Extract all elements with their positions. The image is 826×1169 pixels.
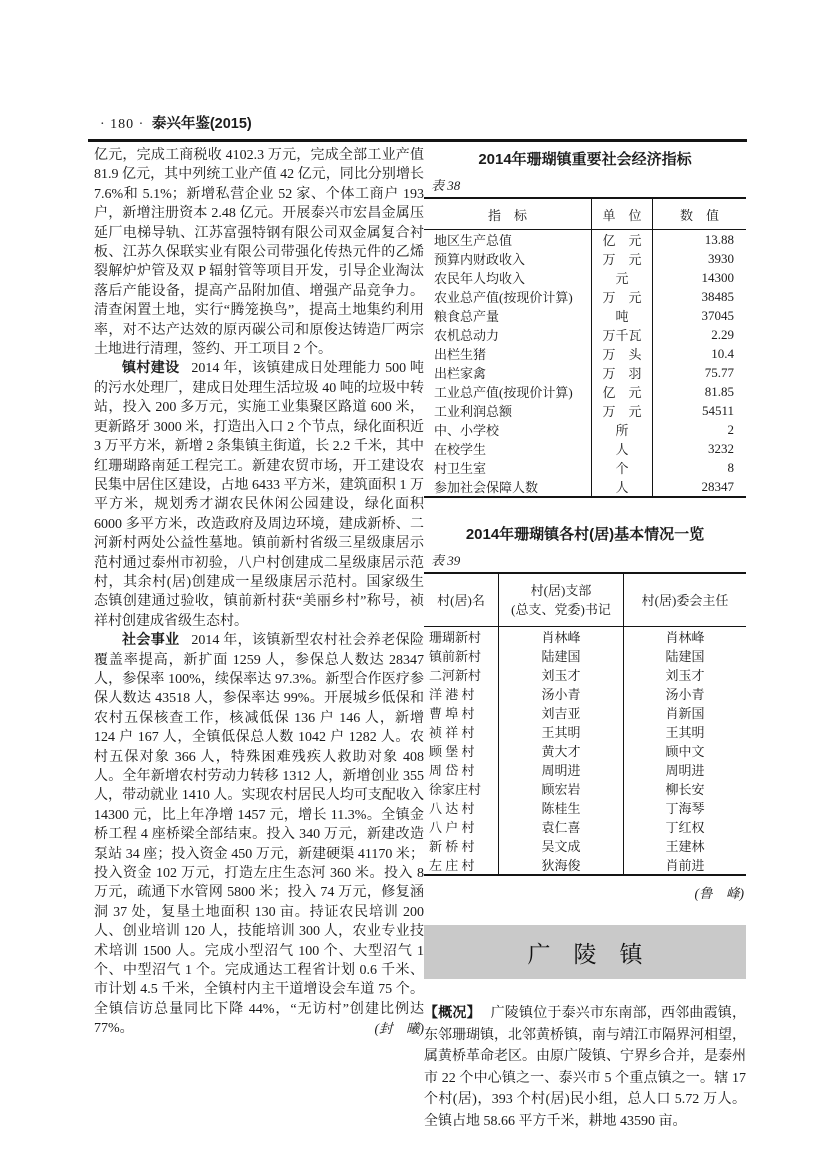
table-cell: 汤小青: [499, 684, 624, 703]
table-cell: 万 羽: [592, 363, 653, 382]
table-row: [424, 741, 746, 760]
table-row: [424, 477, 746, 497]
table-row: [424, 458, 746, 477]
table-cell: 刘玉才: [499, 665, 624, 684]
table-cell: 3930: [708, 250, 734, 266]
paragraph-text: 广陵镇位于泰兴市东南部，西邻曲霞镇，东邻珊瑚镇，北邻黄桥镇，南与靖江市隔界河相望，属黄桥革命老区。由原广陵镇、宁界乡合并，是泰州市 22 个中心镇之一、泰兴市 5 个重点镇之一。辖 17 个村(居)，393 个村(居)民小组，总人口 5.72 万人。全镇占地 58.66 平方千米，耕地 43590 亩。: [424, 1006, 747, 1129]
left-column: [94, 146, 424, 1039]
table-cell: 周明进: [665, 763, 705, 778]
table-cell: 王其明: [499, 722, 624, 741]
paragraph-lead: 镇村建设: [122, 361, 180, 377]
right-column: [424, 146, 746, 1133]
table-cell: 汤小青: [665, 687, 705, 702]
table-row: [424, 268, 746, 287]
table-cell: 14300: [701, 269, 734, 285]
page-number: · 180 ·: [100, 117, 145, 132]
table-cell: 吨: [592, 306, 653, 325]
table-cell: 3232: [708, 440, 734, 456]
column-header-party-secretary: [499, 573, 624, 627]
table-body: [424, 230, 746, 498]
table-header-row: [424, 198, 746, 230]
table-cell: 出栏生猪: [424, 344, 592, 363]
table-cell: 黄大才: [499, 741, 624, 760]
table-row: [424, 665, 746, 684]
table-cell: 镇前新村: [424, 646, 499, 665]
header-line1: 村(居)支部: [530, 583, 592, 598]
table-row: [424, 344, 746, 363]
table-row: [424, 230, 746, 250]
author-signature: (封 曦): [374, 1021, 424, 1037]
table-cell: 祯 祥 村: [424, 722, 499, 741]
table-cell: 八 户 村: [424, 817, 499, 836]
table-cell: 2: [727, 421, 734, 437]
table-cell: 陆建国: [499, 646, 624, 665]
table-row: [424, 722, 746, 741]
table-cell: 亿 元: [592, 382, 653, 401]
table-cell: 肖前进: [665, 858, 705, 873]
table-cell: 81.85: [704, 383, 734, 399]
table-cell: 人: [592, 439, 653, 458]
table-cell: 狄海俊: [499, 855, 624, 875]
table-row: [424, 760, 746, 779]
table-header: [424, 198, 746, 230]
paragraph-text: 2014 年，该镇建成日处理能力 500 吨的污水处理厂，建成日处理生活垃圾 40 吨的垃圾中转站，投入 200 多万元，实施工业集聚区路道 600 米，更新路牙 3000 米，打造出入口 2 个节点，绿化面积近 3 万平方米，新增 2 条集镇主街道，长 2.2 千米，其中红珊瑚路南延工程完工。新建农贸市场，开工建设农民集中居住区建设，占地 6433 平方米，建筑面积 1 万平方米，规划秀才湖农民休闲公园建设，绿化面积 6000 多平方米，改造政府及周边环境，建成新桥、二河新村两处公益性墓地。镇前新村省级三星级康居示范村通过泰州市初验，八户村创建成二星级康居示范村，其余村(居)创建成一星级康居示范村。国家级生态镇创建通过验收，镇前新村获“美丽乡村”称号，祯祥村创建成省级生态村。: [94, 361, 424, 629]
column-header-value: 数 值: [653, 198, 747, 230]
table-cell: 丁海琴: [665, 801, 705, 816]
paragraph-lead: 社会事业: [122, 633, 180, 649]
table-row: [424, 646, 746, 665]
table-row: [424, 684, 746, 703]
table-row: [424, 817, 746, 836]
column-header-committee-director: 村(居)委会主任: [624, 573, 747, 627]
table-row: [424, 779, 746, 798]
table38-title: 2014年珊瑚镇重要社会经济指标: [478, 151, 692, 168]
table-cell: 万 元: [592, 401, 653, 420]
table-cell: 珊瑚新村: [424, 627, 499, 647]
paragraph-text: 亿元，完成工商税收 4102.3 万元，完成全部工业产值 81.9 亿元，其中列统工业产值 42 亿元，同比分别增长 7.6%和 5.1%；新增私营企业 52 家、个体工商户 193 户，新增注册资本 2.48 亿元。开展泰兴市宏昌金属压延厂电梯导轨、江苏富强特钢有限公司双金属复合衬板、江苏久保联实业有限公司带强化传热元件的乙烯裂解炉炉管及双 P 辐射管等项目开发，引导企业淘汰落后产能设备，提高产品附加值、增强产品竞争力。清查闲置土地，实行“腾笼换鸟”，提高土地集约利用率，对不达产达效的原丙碳公司和原俊达铸造厂两宗土地进行清理，签约、开工项目 2 个。: [94, 148, 424, 358]
table-cell: 八 达 村: [424, 798, 499, 817]
table-cell: 万 元: [592, 287, 653, 306]
table-cell: 个: [592, 458, 653, 477]
table-cell: 二河新村: [424, 665, 499, 684]
table-row: [424, 855, 746, 875]
table-cell: 曹 埠 村: [424, 703, 499, 722]
table-cell: 亿 元: [592, 230, 653, 250]
villages-table: [424, 572, 746, 876]
table-row: [424, 836, 746, 855]
column-header-indicator: 指 标: [424, 198, 592, 230]
table-cell: 新 桥 村: [424, 836, 499, 855]
table-header: [424, 573, 746, 627]
table-header-row: [424, 573, 746, 627]
table-cell: 54511: [701, 402, 734, 418]
table-cell: 元: [592, 268, 653, 287]
table-cell: 徐家庄村: [424, 779, 499, 798]
table-cell: 出栏家禽: [424, 363, 592, 382]
table-cell: 柳长安: [665, 782, 705, 797]
table-body: [424, 627, 746, 876]
table39-label: 表 39: [431, 553, 461, 568]
table-row: [424, 798, 746, 817]
table-cell: 顾宏岩: [499, 779, 624, 798]
header-divider: [88, 139, 747, 142]
table-cell: 吴文成: [499, 836, 624, 855]
table-cell: 周明进: [499, 760, 624, 779]
economic-indicators-table: [424, 197, 746, 498]
table-cell: 农民年人均收入: [424, 268, 592, 287]
table-row: [424, 382, 746, 401]
table-cell: 工业利润总额: [424, 401, 592, 420]
table-cell: 陆建国: [665, 649, 705, 664]
table-cell: 农业总产值(按现价计算): [424, 287, 592, 306]
table-cell: 2.29: [711, 326, 734, 342]
table-cell: 75.77: [704, 364, 734, 380]
table-row: [424, 420, 746, 439]
book-title: 泰兴年鉴(2015): [151, 116, 252, 132]
table-cell: 8: [727, 459, 734, 475]
table-cell: 丁红权: [665, 820, 705, 835]
table-cell: 农机总动力: [424, 325, 592, 344]
table-row: [424, 439, 746, 458]
table-cell: 王建林: [665, 839, 705, 854]
column-header-unit: 单 位: [592, 198, 653, 230]
table-row: [424, 363, 746, 382]
table-cell: 13.88: [704, 231, 734, 247]
table-cell: 中、小学校: [424, 420, 592, 439]
table-row: [424, 325, 746, 344]
table-cell: 28347: [701, 478, 734, 494]
table-cell: 人: [592, 477, 653, 497]
table-cell: 37045: [701, 307, 734, 323]
table-cell: 万千瓦: [592, 325, 653, 344]
table-row: [424, 249, 746, 268]
table-cell: 工业总产值(按现价计算): [424, 382, 592, 401]
table-cell: 万 元: [592, 249, 653, 268]
table-row: [424, 306, 746, 325]
paragraph-town-construction: [94, 359, 424, 631]
page-header: [100, 112, 252, 133]
table38-label: 表 38: [431, 178, 461, 193]
table-cell: 顾 堡 村: [424, 741, 499, 760]
table-cell: 左 庄 村: [424, 855, 499, 875]
table-cell: 预算内财政收入: [424, 249, 592, 268]
table-cell: 在校学生: [424, 439, 592, 458]
column-header-village-name: 村(居)名: [424, 573, 499, 627]
table-cell: 洋 港 村: [424, 684, 499, 703]
header-line2: (总支、党委)书记: [511, 602, 611, 617]
table-cell: 王其明: [665, 725, 705, 740]
table-cell: 陈桂生: [499, 798, 624, 817]
table-row: [424, 627, 746, 647]
table39-title: 2014年珊瑚镇各村(居)基本情况一览: [465, 526, 705, 543]
table-cell: 10.4: [711, 345, 734, 361]
table-row: [424, 401, 746, 420]
paragraph-overview: [424, 1002, 746, 1133]
paragraph-social-affairs: [94, 631, 424, 1039]
table-cell: 万 头: [592, 344, 653, 363]
table-cell: 所: [592, 420, 653, 439]
section-banner-guangling: 广 陵 镇: [424, 925, 746, 979]
table-cell: 周 岱 村: [424, 760, 499, 779]
table-row: [424, 703, 746, 722]
table-row: [424, 287, 746, 306]
table-cell: 顾中文: [665, 744, 705, 759]
table-cell: 地区生产总值: [424, 230, 592, 250]
table-cell: 刘玉才: [665, 668, 705, 683]
table-author-signature: (鲁 峰): [694, 886, 744, 901]
table-cell: 肖林峰: [499, 627, 624, 647]
overview-label: 【概况】: [424, 1004, 481, 1020]
paragraph-industry: [94, 146, 424, 359]
table-cell: 粮食总产量: [424, 306, 592, 325]
table-cell: 38485: [701, 288, 734, 304]
table-cell: 刘吉亚: [499, 703, 624, 722]
table-cell: 肖林峰: [665, 630, 705, 645]
table-cell: 肖新国: [665, 706, 705, 721]
table-cell: 村卫生室: [424, 458, 592, 477]
paragraph-text: 2014 年，该镇新型农村社会养老保险覆盖率提高，新扩面 1259 人，参保总人数达 28347 人，参保率 100%，续保率达 97.3%。新型合作医疗参保人数达 43518 人，参保率达 99%。开展城乡低保和农村五保核查工作，核减低保 136 户 146 人，新增 124 户 167 人，全镇低保总人数 1042 户 1282 人。农村五保对象 366 人，特殊困难残疾人救助对象 408 人。全年新增农村劳动力转移 1312 人，新增创业 355 人，带动就业 1410 人。实现农村居民人均可支配收入 14300 元，比上年净增 1457 元，增长 11.3%。全镇金桥工程 4 座桥梁全部结束。投入 340 万元，新建改造泵站 34 座；投入资金 450 万元，新建硬渠 41170 米；投入资金 102 万元，打造左庄生态河 360 米。投入 8 万元，疏通下水管网 5800 米；投入 74 万元，修复涵洞 37 处，复垦土地面积 130 亩。持证农民培训 200 人、创业培训 120 人，技能培训 300 人，农业专业技术培训 1500 人。完成小型沼气 100 个、大型沼气 1 个、中型沼气 1 个。完成通达工程省计划 0.6 千米、市计划 4.5 千米，全镇村内主干道增设会车道 75 个。全镇信访总量同比下降 44%，“无访村”创建比例达 77%。: [94, 633, 424, 1037]
table-cell: 参加社会保障人数: [424, 477, 592, 497]
table-cell: 袁仁喜: [499, 817, 624, 836]
